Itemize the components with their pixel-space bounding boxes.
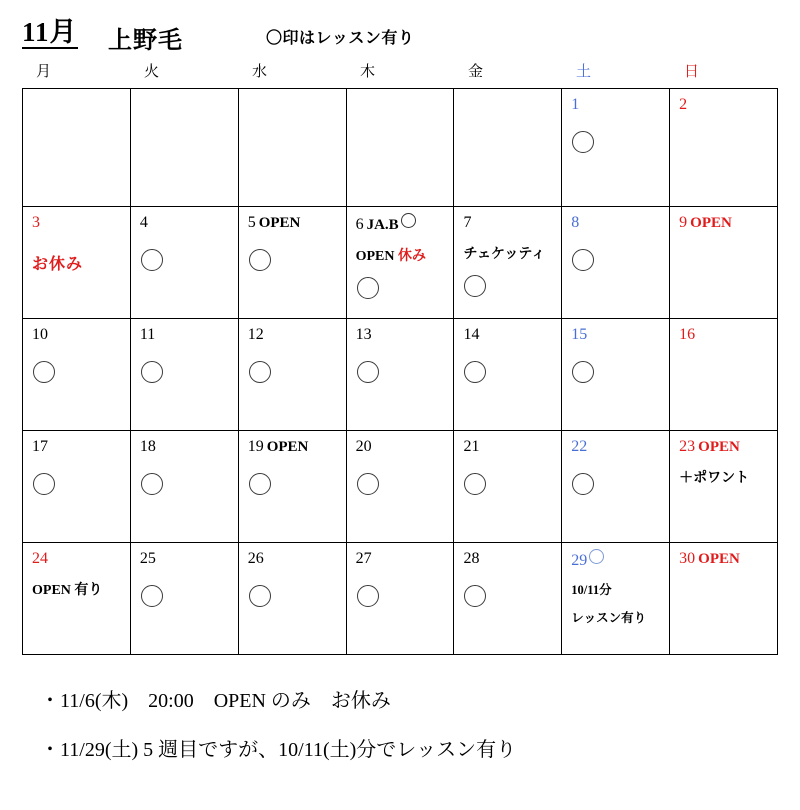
day-cell-15 xyxy=(562,319,670,431)
day-cell-25 xyxy=(131,543,239,655)
calendar-week-4 xyxy=(23,431,778,543)
day-number: 30 xyxy=(679,550,696,567)
day-cell-21 xyxy=(454,431,562,543)
day-cell-24 xyxy=(23,543,131,655)
day-cell-20 xyxy=(347,431,455,543)
day-number: 13 xyxy=(355,326,372,343)
lesson-circle-icon xyxy=(249,473,271,495)
weekday-sat: 土 xyxy=(576,64,592,80)
day-number: 28 xyxy=(463,550,480,567)
day-tag-open: OPEN xyxy=(698,551,740,567)
day-cell-18 xyxy=(131,431,239,543)
lesson-circle-icon xyxy=(141,585,163,607)
day-number: 15 xyxy=(571,326,588,343)
lesson-circle-icon xyxy=(572,249,594,271)
day-cell-22 xyxy=(562,431,670,543)
day-number: 14 xyxy=(463,326,480,343)
day-note-open: OPEN xyxy=(355,249,398,264)
month-title: 11月 xyxy=(22,18,78,49)
lesson-circle-icon xyxy=(33,361,55,383)
calendar-week-1 xyxy=(23,89,778,207)
day-number: 16 xyxy=(679,326,696,343)
day-cell-empty xyxy=(239,89,347,207)
day-cell-8 xyxy=(562,207,670,319)
day-number: 27 xyxy=(355,550,372,567)
lesson-circle-icon xyxy=(357,361,379,383)
day-note-open-rest xyxy=(356,247,447,267)
footer-notes xyxy=(40,686,780,784)
day-number: 24 xyxy=(32,550,48,567)
day-note-pointe: ＋ポワント xyxy=(679,471,750,486)
day-cell-30 xyxy=(670,543,778,655)
day-cell-empty xyxy=(23,89,131,207)
calendar-week-2 xyxy=(23,207,778,319)
day-note-makeup-lesson: レッスン有り xyxy=(571,611,647,626)
day-number: 4 xyxy=(139,214,148,231)
day-cell-16 xyxy=(670,319,778,431)
lesson-circle-icon xyxy=(141,473,163,495)
day-number: 17 xyxy=(32,438,48,455)
day-cell-1 xyxy=(562,89,670,207)
day-tag-jab: JA.B xyxy=(366,217,399,233)
day-number: 21 xyxy=(463,438,480,455)
lesson-circle-icon xyxy=(572,473,594,495)
day-number: 19 xyxy=(247,438,264,455)
day-number: 18 xyxy=(139,438,156,455)
calendar-week-3 xyxy=(23,319,778,431)
lesson-circle-icon xyxy=(33,473,55,495)
day-cell-empty xyxy=(454,89,562,207)
day-cell-29 xyxy=(562,543,670,655)
lesson-circle-icon xyxy=(464,585,486,607)
lesson-circle-icon xyxy=(401,213,416,228)
day-note-open-available: OPEN 有り xyxy=(32,583,103,598)
day-number: 11 xyxy=(139,326,156,343)
weekday-tue: 火 xyxy=(144,64,160,80)
day-note-makeup-date: 10/11分 xyxy=(571,583,612,597)
day-tag-open: OPEN xyxy=(258,215,301,231)
lesson-circle-icon xyxy=(357,585,379,607)
day-number: 29 xyxy=(571,552,588,569)
legend-text: 〇印はレッスン有り xyxy=(266,30,415,47)
day-cell-17 xyxy=(23,431,131,543)
day-cell-4 xyxy=(131,207,239,319)
day-number: 22 xyxy=(571,438,588,455)
day-number: 1 xyxy=(571,96,580,113)
footer-note-1: ・11/6(木) 20:00 OPEN のみ お休み xyxy=(40,690,391,712)
lesson-circle-icon xyxy=(141,361,163,383)
day-cell-19 xyxy=(239,431,347,543)
lesson-circle-icon xyxy=(249,249,271,271)
day-number: 9 xyxy=(679,214,688,231)
day-cell-9 xyxy=(670,207,778,319)
lesson-circle-icon xyxy=(464,275,486,297)
lesson-circle-icon xyxy=(572,361,594,383)
weekday-header-row xyxy=(22,60,778,81)
weekday-thu: 木 xyxy=(360,64,376,80)
day-tag-open: OPEN xyxy=(266,439,309,455)
day-cell-2 xyxy=(670,89,778,207)
footer-note-2: ・11/29(土) 5 週目ですが、10/11(土)分でレッスン有り xyxy=(40,739,517,761)
day-note-rest: 休み xyxy=(397,249,426,264)
day-cell-3 xyxy=(23,207,131,319)
weekday-wed: 水 xyxy=(252,64,268,80)
day-cell-27 xyxy=(347,543,455,655)
page-header xyxy=(22,18,782,52)
day-cell-empty xyxy=(347,89,455,207)
lesson-circle-icon xyxy=(589,549,604,564)
location-title: 上野毛 xyxy=(108,28,183,54)
day-cell-6 xyxy=(347,207,455,319)
day-number: 23 xyxy=(679,438,696,455)
lesson-circle-icon xyxy=(464,361,486,383)
day-cell-empty xyxy=(131,89,239,207)
lesson-circle-icon xyxy=(141,249,163,271)
day-cell-10 xyxy=(23,319,131,431)
day-cell-28 xyxy=(454,543,562,655)
weekday-fri: 金 xyxy=(468,64,484,80)
day-cell-23 xyxy=(670,431,778,543)
day-tag-open: OPEN xyxy=(698,439,740,455)
lesson-circle-icon xyxy=(464,473,486,495)
day-cell-11 xyxy=(131,319,239,431)
day-number: 3 xyxy=(32,214,40,231)
day-note-cecchetti: チェケッティ xyxy=(463,247,546,262)
day-cell-13 xyxy=(347,319,455,431)
lesson-circle-icon xyxy=(357,277,379,299)
day-number: 26 xyxy=(247,550,264,567)
lesson-circle-icon xyxy=(357,473,379,495)
day-number: 2 xyxy=(679,96,688,113)
day-cell-5 xyxy=(239,207,347,319)
day-cell-26 xyxy=(239,543,347,655)
day-number: 25 xyxy=(139,550,156,567)
day-number: 7 xyxy=(463,214,472,231)
day-tag-open: OPEN xyxy=(690,215,732,231)
day-note-holiday: お休み xyxy=(32,256,84,273)
day-number: 10 xyxy=(32,326,48,343)
day-cell-14 xyxy=(454,319,562,431)
day-cell-7 xyxy=(454,207,562,319)
day-number: 6 xyxy=(355,216,364,233)
weekday-mon: 月 xyxy=(36,64,52,80)
day-cell-12 xyxy=(239,319,347,431)
calendar-grid xyxy=(22,88,778,655)
lesson-circle-icon xyxy=(249,361,271,383)
weekday-sun: 日 xyxy=(684,64,700,80)
calendar-week-5 xyxy=(23,543,778,655)
day-number: 12 xyxy=(247,326,264,343)
day-number: 20 xyxy=(355,438,372,455)
lesson-circle-icon xyxy=(572,131,594,153)
day-number: 5 xyxy=(247,214,256,231)
day-number: 8 xyxy=(571,214,580,231)
lesson-circle-icon xyxy=(249,585,271,607)
